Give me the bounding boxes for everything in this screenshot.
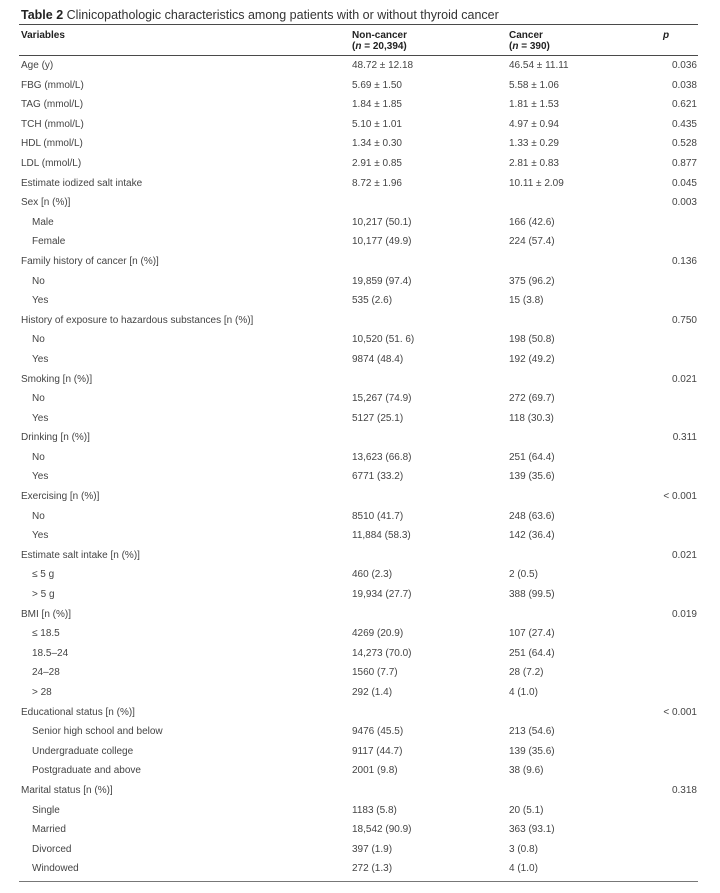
cell-variable: Single [32, 804, 60, 816]
cell-non-cancer: 11,884 (58.3) [352, 530, 411, 542]
cell-cancer: 166 (42.6) [509, 216, 555, 228]
cell-non-cancer: 1.34 ± 0.30 [352, 138, 402, 150]
cell-non-cancer: 272 (1.3) [352, 863, 393, 875]
cell-cancer: 251 (64.4) [509, 451, 555, 463]
header-non-cancer-label: Non-cancer [352, 30, 408, 41]
cell-variable: Postgraduate and above [32, 765, 141, 777]
cell-p-value: 0.021 [671, 373, 697, 385]
cell-cancer: 107 (27.4) [509, 628, 555, 640]
cell-cancer: 2 (0.5) [509, 569, 538, 581]
cell-cancer: 363 (93.1) [509, 824, 555, 836]
cell-cancer: 5.58 ± 1.06 [509, 79, 559, 91]
header-cancer [509, 30, 550, 52]
cell-non-cancer: 5127 (25.1) [352, 412, 404, 424]
cell-variable: 18.5–24 [32, 647, 69, 659]
cell-variable: Windowed [32, 863, 79, 875]
table-row [0, 174, 720, 194]
cell-cancer: 139 (35.6) [509, 471, 555, 483]
cell-variable: Marital status [n (%)] [21, 784, 113, 796]
table-row [0, 820, 720, 840]
table-row [0, 663, 720, 683]
table-row [0, 232, 720, 252]
table-row [0, 840, 720, 860]
table-row [0, 213, 720, 233]
cell-variable: Yes [32, 295, 49, 307]
cell-variable: ≤ 18.5 [32, 628, 60, 640]
cell-non-cancer: 19,859 (97.4) [352, 275, 412, 287]
cell-non-cancer: 2001 (9.8) [352, 765, 398, 777]
cell-cancer: 192 (49.2) [509, 353, 555, 365]
table-caption [21, 8, 499, 22]
cell-variable: Smoking [n (%)] [21, 373, 93, 385]
cell-non-cancer: 5.69 ± 1.50 [352, 79, 402, 91]
cell-p-value: 0.019 [671, 608, 697, 620]
cell-variable: No [32, 510, 45, 522]
header-non-cancer [352, 30, 407, 52]
cell-cancer: 224 (57.4) [509, 236, 555, 248]
header-non-cancer-n-italic: n [355, 41, 362, 52]
table-row [0, 448, 720, 468]
cell-non-cancer: 9476 (45.5) [352, 726, 404, 738]
cell-variable: TCH (mmol/L) [21, 118, 84, 130]
header-non-cancer-n: (n = 20,394) [352, 41, 407, 52]
cell-non-cancer: 10,217 (50.1) [352, 216, 412, 228]
table-row [0, 193, 720, 213]
table-row [0, 781, 720, 801]
cell-variable: 24–28 [32, 667, 60, 679]
cell-p-value: 0.003 [671, 197, 697, 209]
table-row [0, 859, 720, 879]
cell-cancer: 375 (96.2) [509, 275, 555, 287]
cell-p-value: 0.528 [671, 138, 697, 150]
table-row [0, 585, 720, 605]
cell-variable: Undergraduate college [32, 745, 134, 757]
cell-non-cancer: 18,542 (90.9) [352, 824, 412, 836]
cell-cancer: 213 (54.6) [509, 726, 555, 738]
cell-cancer: 118 (30.3) [509, 412, 554, 424]
cell-p-value: 0.036 [671, 60, 697, 71]
cell-non-cancer: 19,934 (27.7) [352, 589, 412, 601]
cell-cancer: 15 (3.8) [509, 295, 544, 307]
cell-non-cancer: 8510 (41.7) [352, 510, 404, 522]
table-row [0, 409, 720, 429]
cell-cancer: 251 (64.4) [509, 647, 555, 659]
cell-cancer: 4 (1.0) [509, 863, 538, 875]
table-row [0, 507, 720, 527]
cell-variable: No [32, 275, 45, 287]
table-row [0, 703, 720, 723]
cell-non-cancer: 14,273 (70.0) [352, 647, 412, 659]
cell-non-cancer: 9117 (44.7) [352, 745, 403, 757]
cell-non-cancer: 6771 (33.2) [352, 471, 404, 483]
cell-p-value: 0.021 [671, 549, 697, 561]
cell-non-cancer: 4269 (20.9) [352, 628, 404, 640]
table-row [0, 330, 720, 350]
cell-p-value: 0.045 [671, 177, 697, 189]
cell-variable: Married [32, 824, 66, 836]
cell-non-cancer: 1.84 ± 1.85 [352, 99, 402, 111]
table-row [0, 389, 720, 409]
cell-cancer: 38 (9.6) [509, 765, 544, 777]
table-row [0, 487, 720, 507]
cell-variable: No [32, 451, 45, 463]
cell-variable: Senior high school and below [32, 726, 163, 738]
table-row [0, 742, 720, 762]
cell-cancer: 46.54 ± 11.11 [509, 60, 569, 71]
cell-p-value: 0.038 [671, 79, 697, 91]
table-row [0, 134, 720, 154]
cell-variable: ≤ 5 g [32, 569, 55, 581]
cell-cancer: 3 (0.8) [509, 843, 538, 855]
table-row [0, 722, 720, 742]
cell-p-value: < 0.001 [663, 491, 697, 503]
cell-variable: LDL (mmol/L) [21, 157, 82, 169]
cell-variable: Age (y) [21, 60, 54, 71]
cell-non-cancer: 15,267 (74.9) [352, 393, 412, 405]
cell-cancer: 28 (7.2) [509, 667, 544, 679]
cell-p-value: 0.621 [671, 99, 697, 111]
cell-variable: Divorced [32, 843, 72, 855]
cell-cancer: 20 (5.1) [509, 804, 544, 816]
table-row [0, 154, 720, 174]
cell-variable: Drinking [n (%)] [21, 432, 90, 444]
table-body [0, 56, 720, 879]
cell-variable: Family history of cancer [n (%)] [21, 255, 159, 267]
cell-non-cancer: 5.10 ± 1.01 [352, 118, 402, 130]
cell-non-cancer: 13,623 (66.8) [352, 451, 412, 463]
cell-variable: History of exposure to hazardous substances [n (%)] [21, 314, 254, 326]
cell-non-cancer: 292 (1.4) [352, 687, 393, 698]
cell-variable: Male [32, 216, 54, 228]
cell-p-value: 0.136 [671, 255, 697, 267]
cell-variable: FBG (mmol/L) [21, 79, 84, 91]
cell-variable: Yes [32, 353, 49, 365]
cell-p-value: 0.877 [671, 157, 697, 169]
cell-cancer: 272 (69.7) [509, 393, 555, 405]
cell-non-cancer: 1183 (5.8) [352, 804, 397, 816]
cell-p-value: 0.318 [671, 784, 697, 796]
cell-variable: > 28 [32, 687, 52, 698]
cell-cancer: 248 (63.6) [509, 510, 555, 522]
cell-cancer: 2.81 ± 0.83 [509, 157, 559, 169]
cell-variable: TAG (mmol/L) [21, 99, 84, 111]
header-cancer-n-rest: = 390) [518, 41, 550, 52]
table-row [0, 526, 720, 546]
table-row [0, 467, 720, 487]
table-row [0, 350, 720, 370]
cell-cancer: 198 (50.8) [509, 334, 555, 346]
cell-variable: Estimate salt intake [n (%)] [21, 549, 140, 561]
cell-p-value: 0.750 [671, 314, 697, 326]
cell-cancer: 388 (99.5) [509, 589, 555, 601]
cell-cancer: 4 (1.0) [509, 687, 538, 698]
cell-variable: Exercising [n (%)] [21, 491, 100, 503]
table-row [0, 801, 720, 821]
cell-variable: Sex [n (%)] [21, 197, 71, 209]
cell-variable: Female [32, 236, 66, 248]
table-row [0, 76, 720, 96]
table-row [0, 624, 720, 644]
header-non-cancer-n-rest: = 20,394) [361, 41, 407, 52]
cell-variable: > 5 g [32, 589, 55, 601]
cell-cancer: 139 (35.6) [509, 745, 555, 757]
cell-p-value: < 0.001 [663, 706, 697, 718]
table-row [0, 605, 720, 625]
table-row [0, 56, 720, 76]
table-row [0, 546, 720, 566]
cell-non-cancer: 535 (2.6) [352, 295, 393, 307]
table-row [0, 291, 720, 311]
table-row [0, 95, 720, 115]
table-row [0, 115, 720, 135]
cell-variable: No [32, 334, 45, 346]
header-variables: Variables [21, 30, 65, 41]
cell-variable: BMI [n (%)] [21, 608, 72, 620]
table-row [0, 428, 720, 448]
table-label: Table 2 [21, 8, 64, 22]
cell-variable: No [32, 393, 45, 405]
cell-cancer: 10.11 ± 2.09 [509, 177, 564, 189]
cell-p-value: 0.311 [672, 432, 697, 444]
cell-variable: Yes [32, 412, 49, 424]
cell-variable: Yes [32, 471, 49, 483]
cell-cancer: 1.81 ± 1.53 [509, 99, 559, 111]
cell-non-cancer: 397 (1.9) [352, 843, 393, 855]
top-rule [19, 24, 698, 25]
cell-cancer: 4.97 ± 0.94 [509, 118, 559, 130]
cell-non-cancer: 460 (2.3) [352, 569, 393, 581]
bottom-rule [19, 881, 698, 882]
cell-non-cancer: 48.72 ± 12.18 [352, 60, 414, 71]
cell-non-cancer: 10,177 (49.9) [352, 236, 412, 248]
header-p-value: p [663, 30, 670, 41]
cell-non-cancer: 10,520 (51. 6) [352, 334, 415, 346]
header-cancer-n-italic: n [512, 41, 519, 52]
cell-variable: HDL (mmol/L) [21, 138, 83, 150]
table-row [0, 311, 720, 331]
cell-non-cancer: 8.72 ± 1.96 [352, 177, 402, 189]
cell-variable: Yes [32, 530, 49, 542]
cell-p-value: 0.435 [671, 118, 697, 130]
header-cancer-label: Cancer [509, 30, 543, 41]
table-row [0, 370, 720, 390]
table-row [0, 683, 720, 703]
table-row [0, 644, 720, 664]
table-row [0, 252, 720, 272]
cell-non-cancer: 9874 (48.4) [352, 353, 404, 365]
table-title: Clinicopathologic characteristics among patients with or without thyroid cancer [66, 8, 499, 22]
cell-cancer: 1.33 ± 0.29 [509, 138, 559, 150]
cell-variable: Estimate iodized salt intake [21, 177, 143, 189]
cell-non-cancer: 2.91 ± 0.85 [352, 157, 402, 169]
table-row [0, 565, 720, 585]
header-cancer-n: (n = 390) [509, 41, 550, 52]
table-row [0, 272, 720, 292]
cell-variable: Educational status [n (%)] [21, 706, 135, 718]
table-row [0, 761, 720, 781]
cell-cancer: 142 (36.4) [509, 530, 555, 542]
cell-non-cancer: 1560 (7.7) [352, 667, 398, 679]
